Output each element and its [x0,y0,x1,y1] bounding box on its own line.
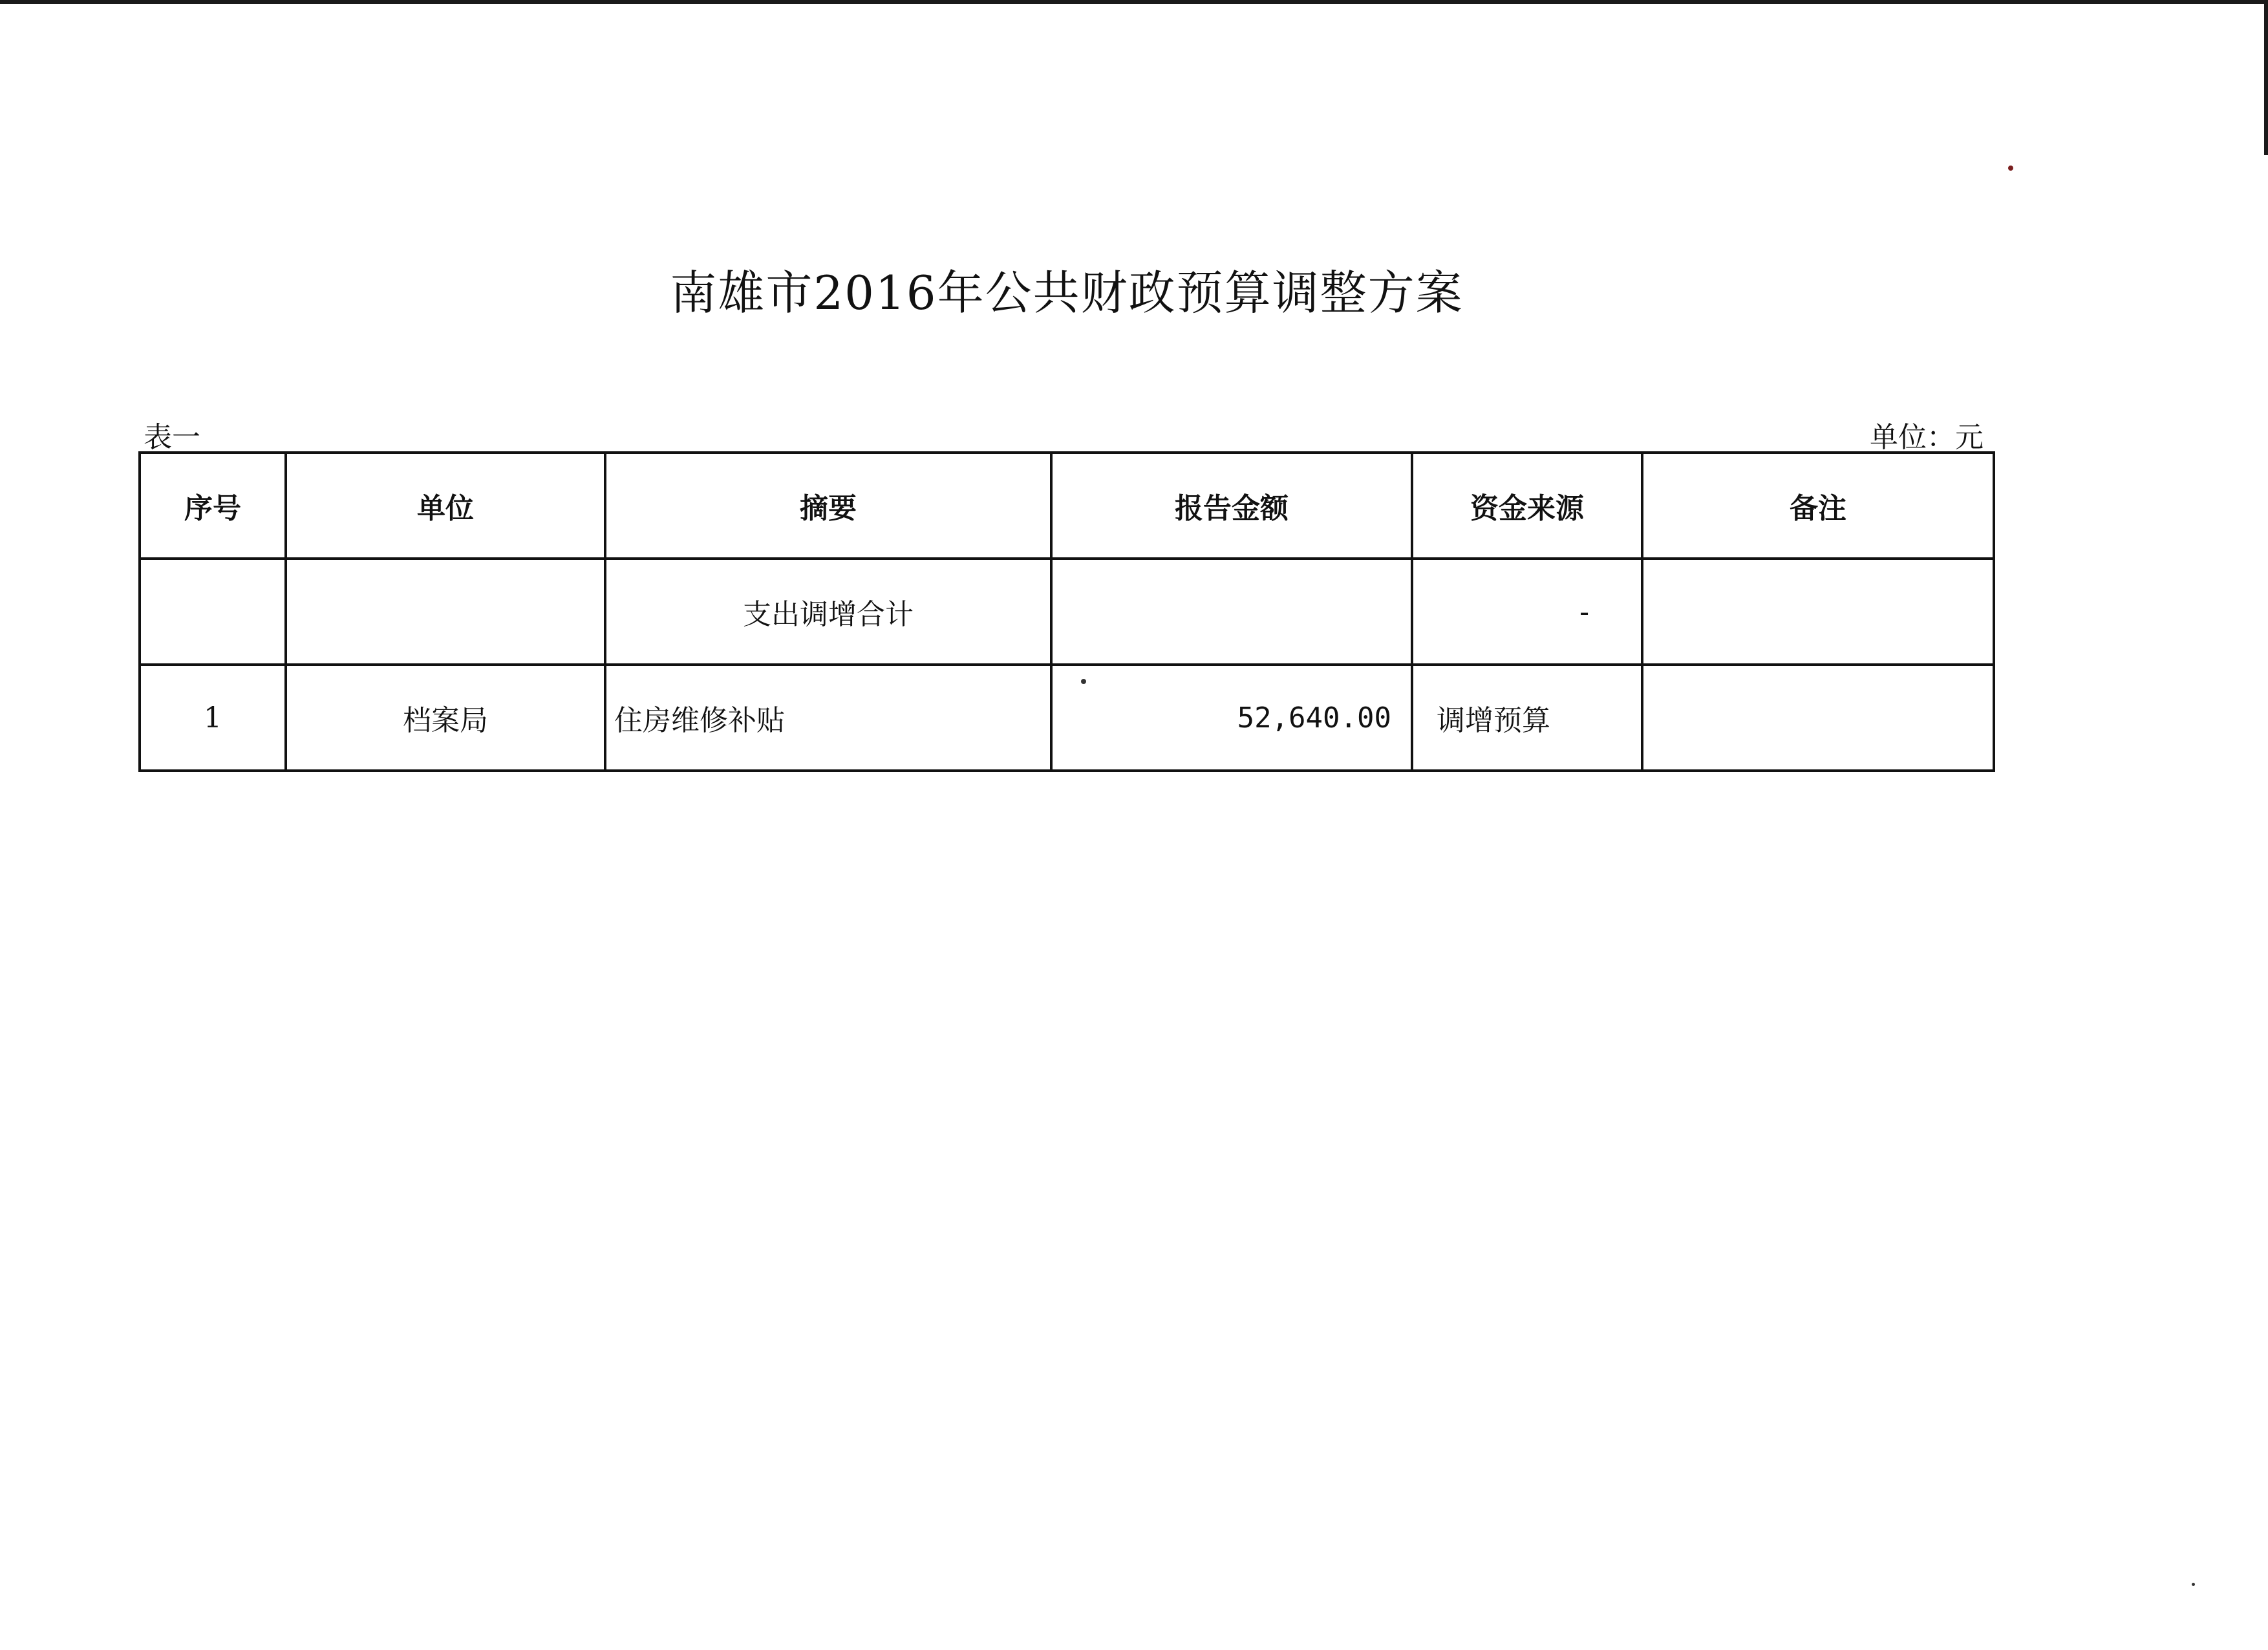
header-source: 资金来源 [1412,453,1642,559]
summary-row [140,559,1994,665]
header-amount: 报告金额 [1051,453,1412,559]
scan-right-edge [2264,0,2268,155]
summary-index-cell [140,559,286,665]
row-index-cell: 1 [140,665,286,771]
summary-unit-cell [286,559,605,665]
summary-remark-cell [1642,559,1994,665]
scan-speck [1081,679,1086,684]
row-amount-cell: 52,640.00 [1051,665,1412,771]
header-remark: 备注 [1642,453,1994,559]
table-header-row [140,453,1994,559]
row-summary-cell: 住房维修补贴 [605,665,1051,771]
summary-total-label: 支出调增合计 [605,559,1051,665]
table-row [140,665,1994,771]
summary-amount-cell [1051,559,1412,665]
row-source-cell: 调增预算 [1412,665,1642,771]
scan-speck [2008,166,2013,171]
scan-top-edge [0,0,2268,4]
header-unit: 单位 [286,453,605,559]
document-title: 南雄市2016年公共财政预算调整方案 [670,266,1464,320]
scan-speck [2192,1583,2195,1586]
header-index: 序号 [140,453,286,559]
header-summary: 摘要 [605,453,1051,559]
summary-source-cell: - [1412,559,1642,665]
table-label: 表一 [144,421,200,454]
unit-label: 单位：元 [1870,421,1984,454]
row-remark-cell [1642,665,1994,771]
row-unit-cell: 档案局 [286,665,605,771]
budget-adjustment-table [138,451,1995,772]
